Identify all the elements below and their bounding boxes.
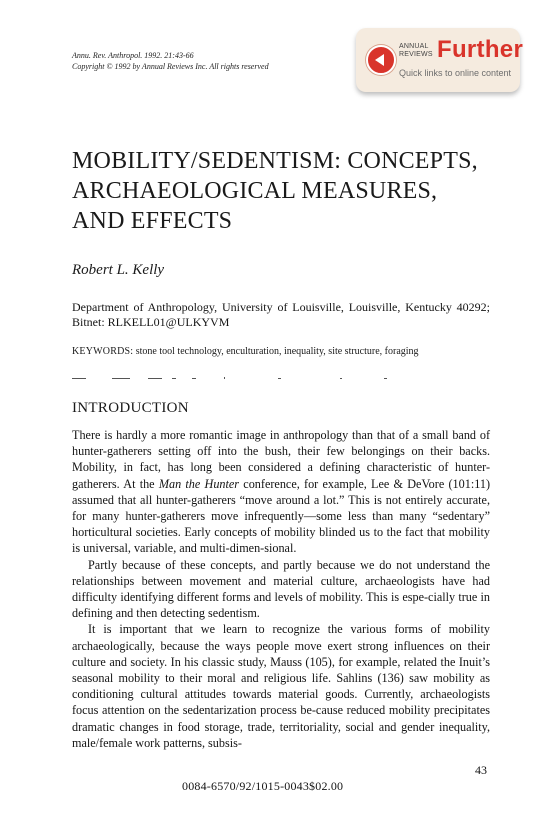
paragraph-1: There is hardly a more romantic image in anthropology than that of a small band of hunter-gatherers setting off into the bush, their few belongings on their backs. Mobility, in fact, has long been considered a defining characteristic of hunter-gatherers. At the Man the Hunter conference, for example, Lee & DeVore (101:11) assumed that all hunter-gatherers “move around a lot.” This is not entirely accurate, for many hunter-gatherers move infrequently—some less than many “sedentary” horticultural societies. Early concepts of mobility blinded us to the fact that mobility is universal, variable, and multi-dimen-sional. [72,428,490,556]
section-heading: INTRODUCTION [72,400,189,416]
badge-publisher [399,43,433,59]
separator-rule [72,377,388,380]
paragraph-2: Partly because of these concepts, and partly because we do not understand the relationships between movement and material culture, archaeologists have had difficulty identifying different forms and levels of mobility. This is espe-cially true in defining and then detecting sedentism. [72,557,490,621]
author-name: Robert L. Kelly [72,262,165,278]
keywords-label: KEYWORDS: [72,346,134,357]
article-code: 0084-6570/92/1015-0043$02.00 [182,779,344,793]
keywords-line [72,346,419,357]
badge-further-label: Further [437,36,524,63]
badge-reviews-label: REVIEWS [399,51,433,58]
further-badge[interactable] [356,28,524,92]
article-title [72,146,512,236]
conference-name: Man the Hunter [158,476,240,491]
affiliation-line-2: Bitnet: RLKELL01@ULKYVM [72,315,230,329]
affiliation-line-1: Department of Anthropology, University of Louisville, Louisville, Kentucky 40292; [72,300,490,314]
title-line-2: ARCHAEOLOGICAL MEASURES, [72,178,438,204]
page-number: 43 [475,763,487,777]
title-line-1: MOBILITY/SEDENTISM: CONCEPTS, [72,148,478,174]
title-line-3: AND EFFECTS [72,208,233,234]
keywords-list: stone tool technology, enculturation, inequality, site structure, foraging [135,346,419,357]
badge-annual-label: ANNUAL [399,43,429,50]
paragraph-3: It is important that we learn to recognize the various forms of mobility archaeologically, because the ways people move exert strong influences on their culture and society. In his classic study, Mauss (105), for example, related the Inuit’s seasonal mobility to their moral and religious life. Sahlins (136) saw mobility as conditioning cultural attitudes towards material goods. Currently, archaeologists focus attention on the sedentarization process be-cause reduced mobility precipitates dramatic changes in food storage, trade, territoriality, social and gender inequality, male/female work patterns, subsis- [72,622,490,750]
body-text [72,427,490,751]
badge-tagline: Quick links to online content [399,68,512,78]
journal-citation: Annu. Rev. Anthropol. 1992. 21:43-66 [72,51,194,60]
play-left-icon [366,45,396,75]
copyright-notice: Copyright © 1992 by Annual Reviews Inc. All rights reserved [72,62,269,71]
citation-block [72,50,269,72]
author-affiliation [72,300,490,330]
